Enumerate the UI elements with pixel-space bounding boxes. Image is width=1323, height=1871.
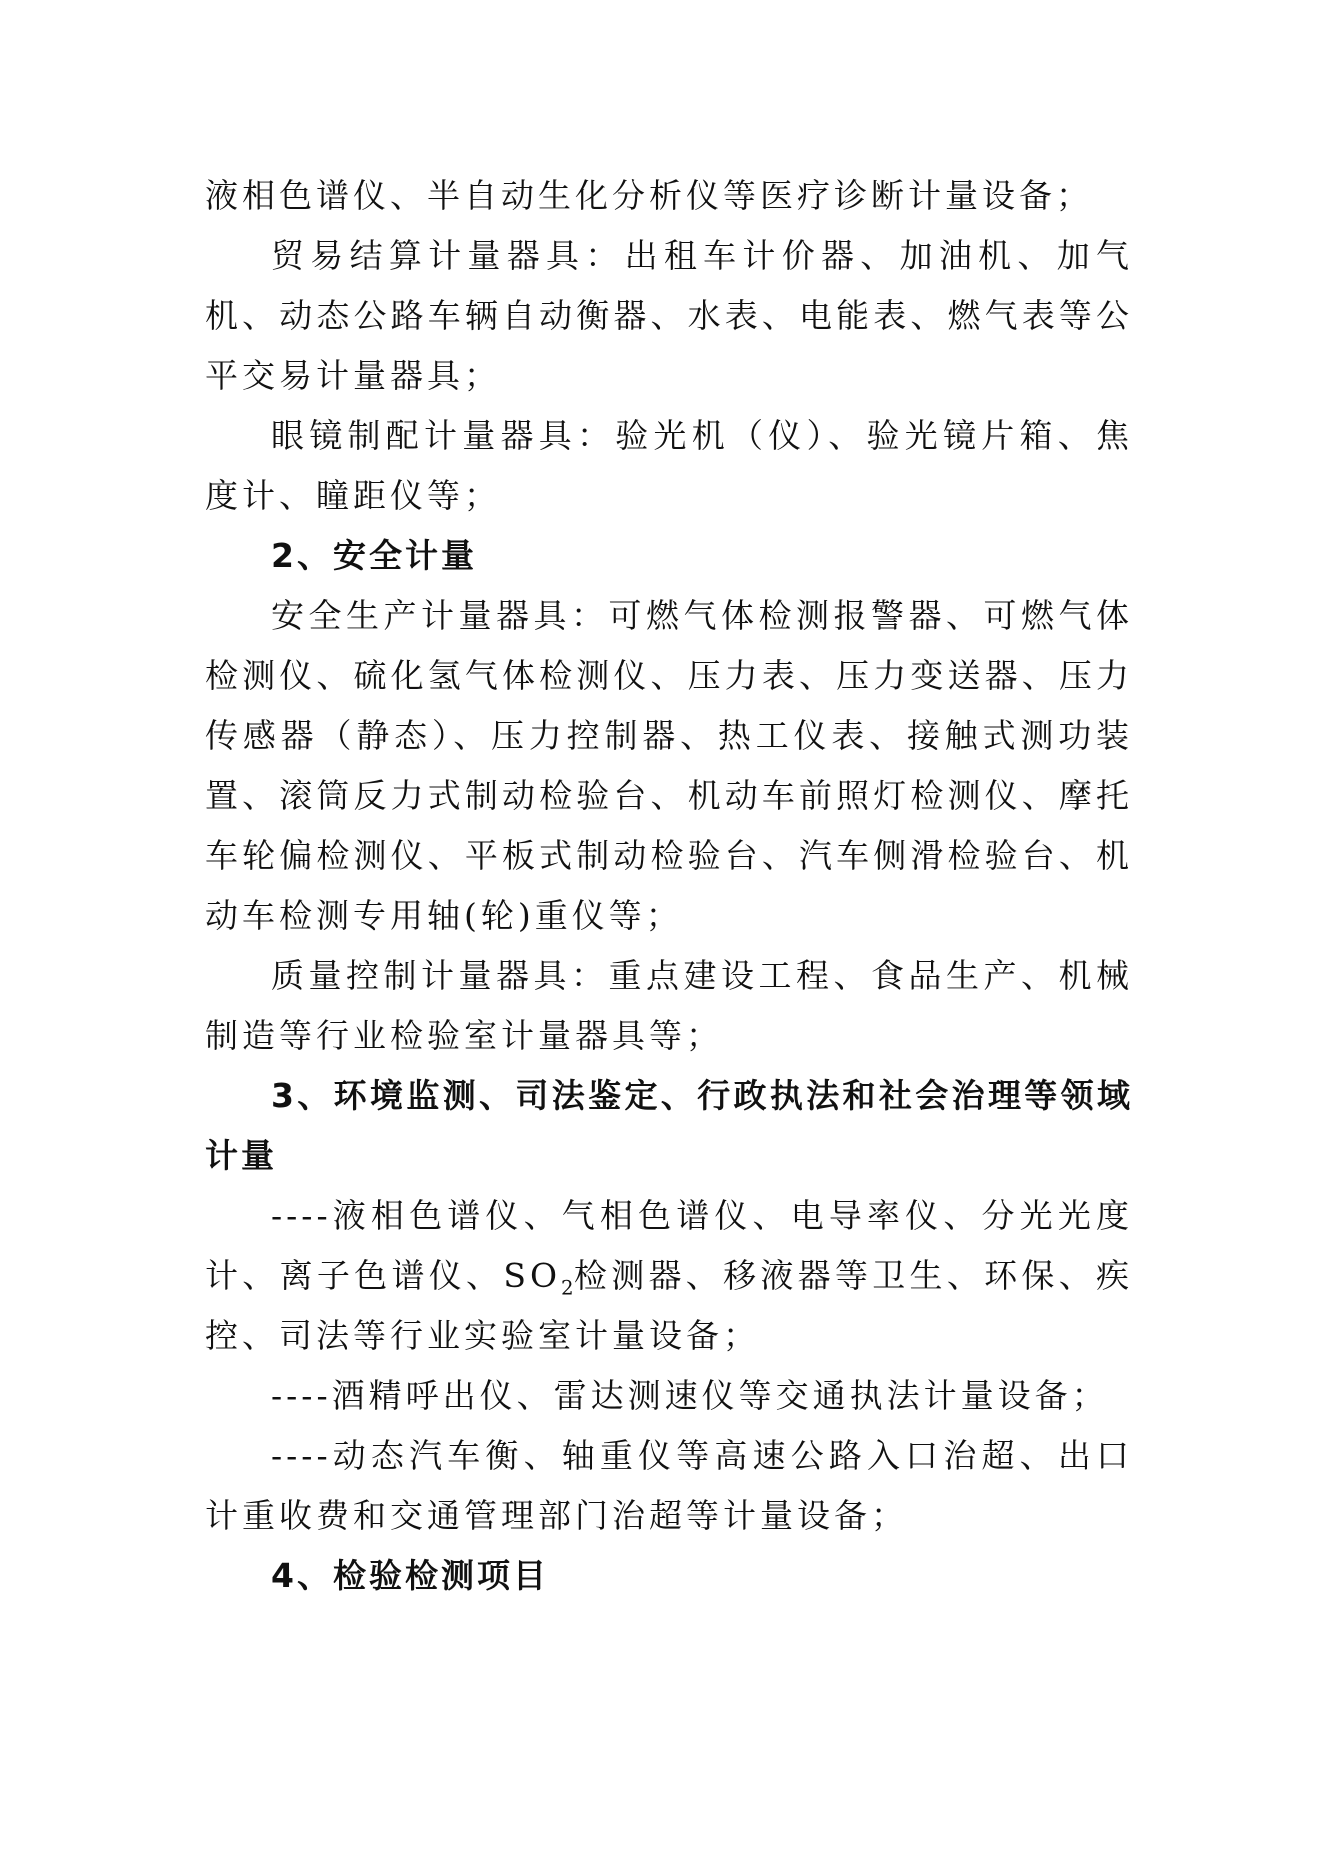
lab-equipment-text-after: 检测器、移液器等卫生、环保、疾控、司法等行业实验室计量设备； <box>205 1256 1134 1355</box>
paragraph-safety-production: 安全生产计量器具：可燃气体检测报警器、可燃气体检测仪、硫化氢气体检测仪、压力表、压力变送器、压力传感器（静态）、压力控制器、热工仪表、接触式测功装置、滚筒反力式制动检验台、机动车前照灯检测仪、摩托车轮偏检测仪、平板式制动检验台、汽车侧滑检验台、机动车检测专用轴(轮)重仪等； <box>205 596 1133 935</box>
heading-environment-judicial: 3、环境监测、司法鉴定、行政执法和社会治理等领域计量 <box>205 1076 1133 1175</box>
document-body <box>205 166 1133 1606</box>
paragraph-eyewear: 眼镜制配计量器具：验光机（仪）、验光镜片箱、焦度计、瞳距仪等； <box>205 416 1133 515</box>
paragraph-trade-settlement: 贸易结算计量器具：出租车计价器、加油机、加气机、动态公路车辆自动衡器、水表、电能表、燃气表等公平交易计量器具； <box>205 236 1133 395</box>
lab-equipment-text-before: ----液相色谱仪、气相色谱仪、电导率仪、分光光度计、离子色谱仪、SO <box>205 1196 1133 1295</box>
paragraph-lab-equipment <box>205 1186 1133 1366</box>
paragraph-highway-weighing: ----动态汽车衡、轴重仪等高速公路入口治超、出口计重收费和交通管理部门治超等计量设备； <box>205 1436 1133 1535</box>
paragraph-medical-devices: 液相色谱仪、半自动生化分析仪等医疗诊断计量设备； <box>205 176 1093 215</box>
heading-safety-metrology: 2、安全计量 <box>271 536 477 575</box>
heading-inspection-testing: 4、检验检测项目 <box>271 1556 549 1595</box>
paragraph-traffic-enforcement: ----酒精呼出仪、雷达测速仪等交通执法计量设备； <box>271 1376 1109 1415</box>
so2-subscript: 2 <box>561 1276 574 1300</box>
paragraph-quality-control: 质量控制计量器具：重点建设工程、食品生产、机械制造等行业检验室计量器具等； <box>205 956 1133 1055</box>
